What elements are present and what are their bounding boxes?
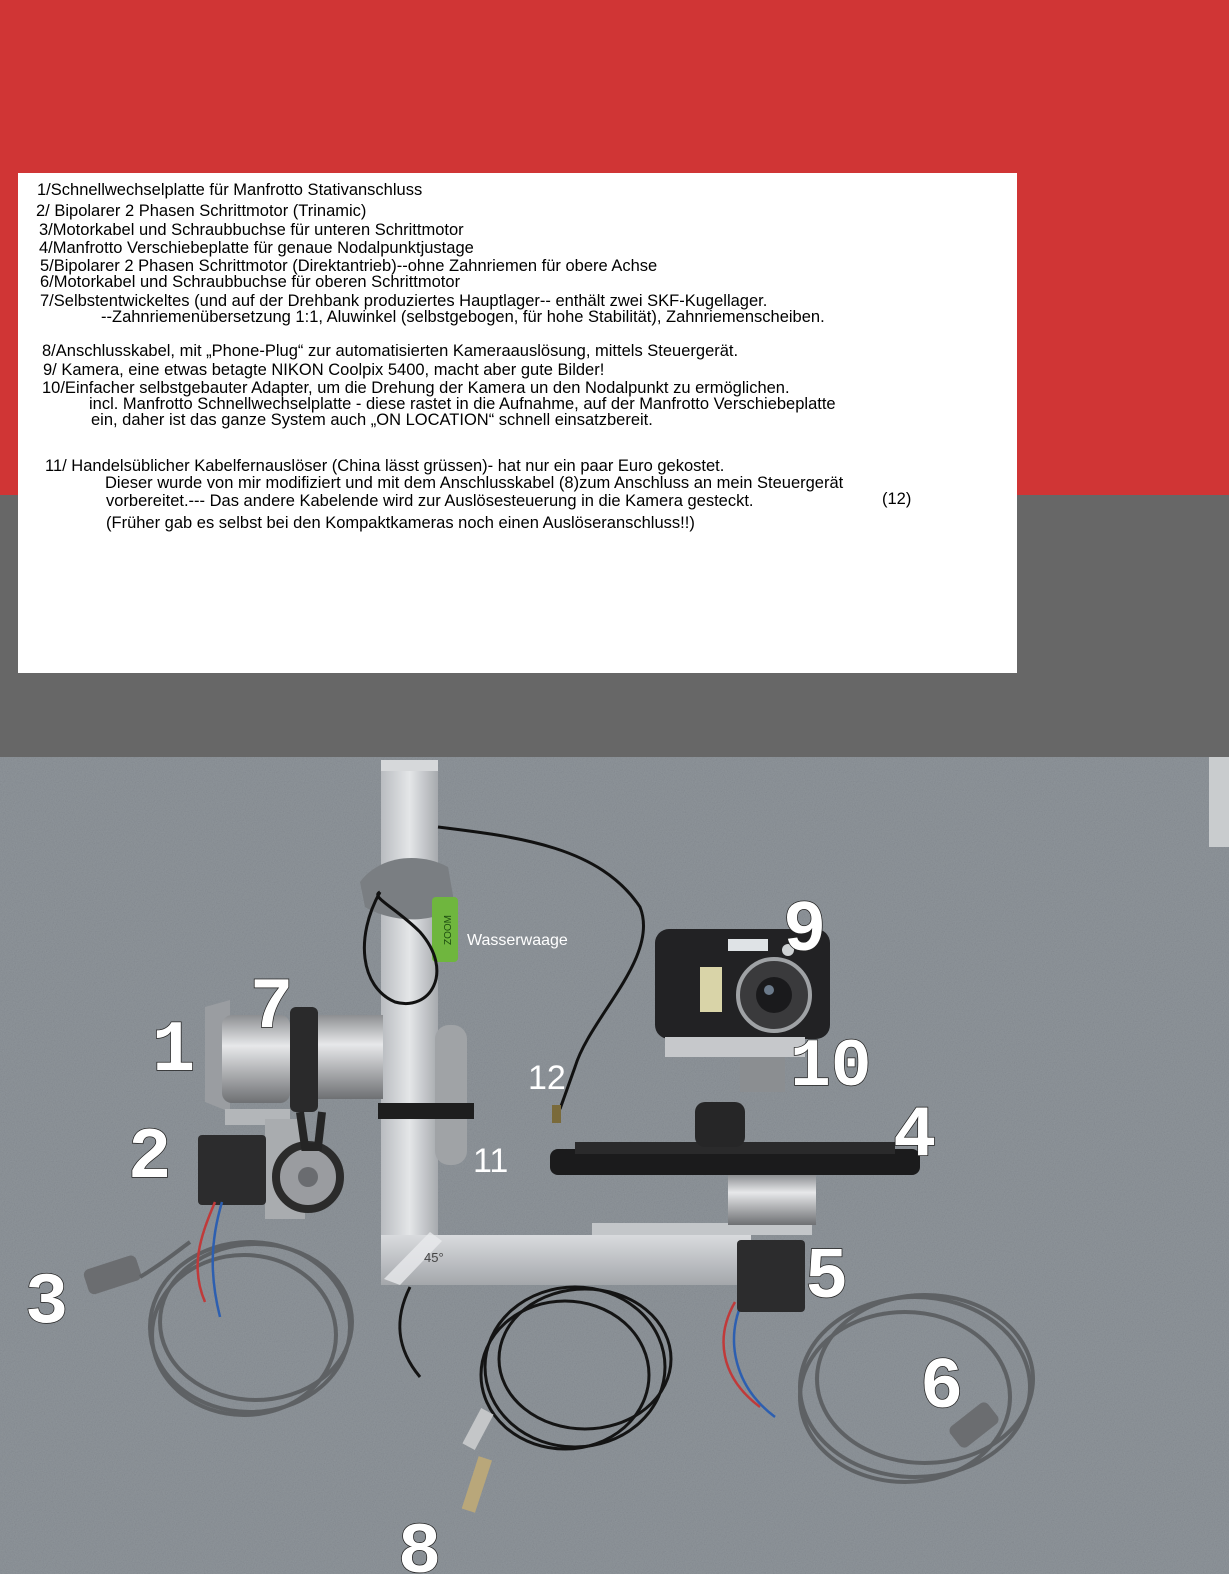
legend-line-8: 8/Anschlusskabel, mit „Phone-Plug“ zur automatisierten Kameraauslösung, mittels Steuergerät. bbox=[42, 342, 739, 360]
battery-text: ZOOM bbox=[443, 915, 454, 945]
angle-annotation: 45° bbox=[424, 1250, 444, 1265]
legend-line-10c: ein, daher ist das ganze System auch „ON LOCATION“ schnell einsatzbereit. bbox=[91, 411, 653, 429]
label-9: 9 bbox=[783, 890, 827, 972]
label-10: 10 bbox=[790, 1029, 872, 1106]
legend-line-9: 9/ Kamera, eine etwas betagte NIKON Coolpix 5400, macht aber gute Bilder! bbox=[43, 361, 605, 379]
legend-panel bbox=[18, 173, 1017, 673]
label-2: 2 bbox=[128, 1117, 172, 1199]
label-8: 8 bbox=[398, 1512, 442, 1574]
label-5: 5 bbox=[805, 1237, 849, 1319]
legend-line-10b: incl. Manfrotto Schnellwechselplatte - diese rastet in die Aufnahme, auf der Manfrotto Verschiebeplatte bbox=[89, 395, 836, 413]
legend-line-11b: Dieser wurde von mir modifiziert und mit dem Anschlusskabel (8)zum Anschluss an mein Steuergerät bbox=[105, 474, 844, 492]
label-3: 3 bbox=[25, 1262, 69, 1344]
label-11: 11 bbox=[473, 1142, 509, 1180]
upper-stepper-motor bbox=[737, 1240, 805, 1312]
legend-line-11a: 11/ Handelsüblicher Kabelfernauslöser (China lässt grüssen)- hat nur ein paar Euro gekostet. bbox=[45, 457, 725, 475]
legend-line-7b: --Zahnriemenübersetzung 1:1, Aluwinkel (selbstgebogen, für hohe Stabilität), Zahnriemenscheiben. bbox=[101, 308, 825, 326]
legend-line-3: 3/Motorkabel und Schraubbuchse für unteren Schrittmotor bbox=[39, 221, 464, 239]
equipment-photo bbox=[0, 757, 1229, 1574]
floor-edge-object bbox=[1209, 757, 1229, 847]
label-12: 12 bbox=[528, 1059, 566, 1097]
label-4: 4 bbox=[893, 1095, 937, 1177]
legend-line-11c: vorbereitet.--- Das andere Kabelende wird zur Auslösesteuerung in die Kamera gesteckt. bbox=[106, 492, 754, 510]
legend-line-6: 6/Motorkabel und Schraubbuchse für oberen Schrittmotor bbox=[40, 273, 461, 291]
label-1: 1 bbox=[152, 1010, 196, 1092]
label-6: 6 bbox=[920, 1347, 964, 1429]
level-label: Wasserwaage bbox=[467, 932, 568, 949]
legend-line-5: 5/Bipolarer 2 Phasen Schrittmotor (Direktantrieb)--ohne Zahnriemen für obere Achse bbox=[40, 257, 658, 275]
legend-line-7a: 7/Selbstentwickeltes (und auf der Drehbank produziertes Hauptlager-- enthält zwei SKF-Kugellager. bbox=[40, 292, 768, 310]
legend-line-10a: 10/Einfacher selbstgebauter Adapter, um die Drehung der Kamera un den Nodalpunkt zu ermöglichen. bbox=[42, 379, 790, 397]
label-7: 7 bbox=[250, 967, 294, 1049]
legend-line-11c-ref: (12) bbox=[882, 490, 912, 508]
lower-stepper-motor bbox=[198, 1135, 266, 1205]
trigger-plug bbox=[552, 1105, 561, 1123]
legend-line-1: 1/Schnellwechselplatte für Manfrotto Stativanschluss bbox=[37, 181, 423, 199]
legend-line-2: 2/ Bipolarer 2 Phasen Schrittmotor (Trinamic) bbox=[36, 202, 367, 220]
legend-line-11d: (Früher gab es selbst bei den Kompaktkameras noch einen Auslöseranschluss!!) bbox=[106, 514, 695, 532]
legend-line-4: 4/Manfrotto Verschiebeplatte für genaue Nodalpunktjustage bbox=[39, 239, 474, 257]
